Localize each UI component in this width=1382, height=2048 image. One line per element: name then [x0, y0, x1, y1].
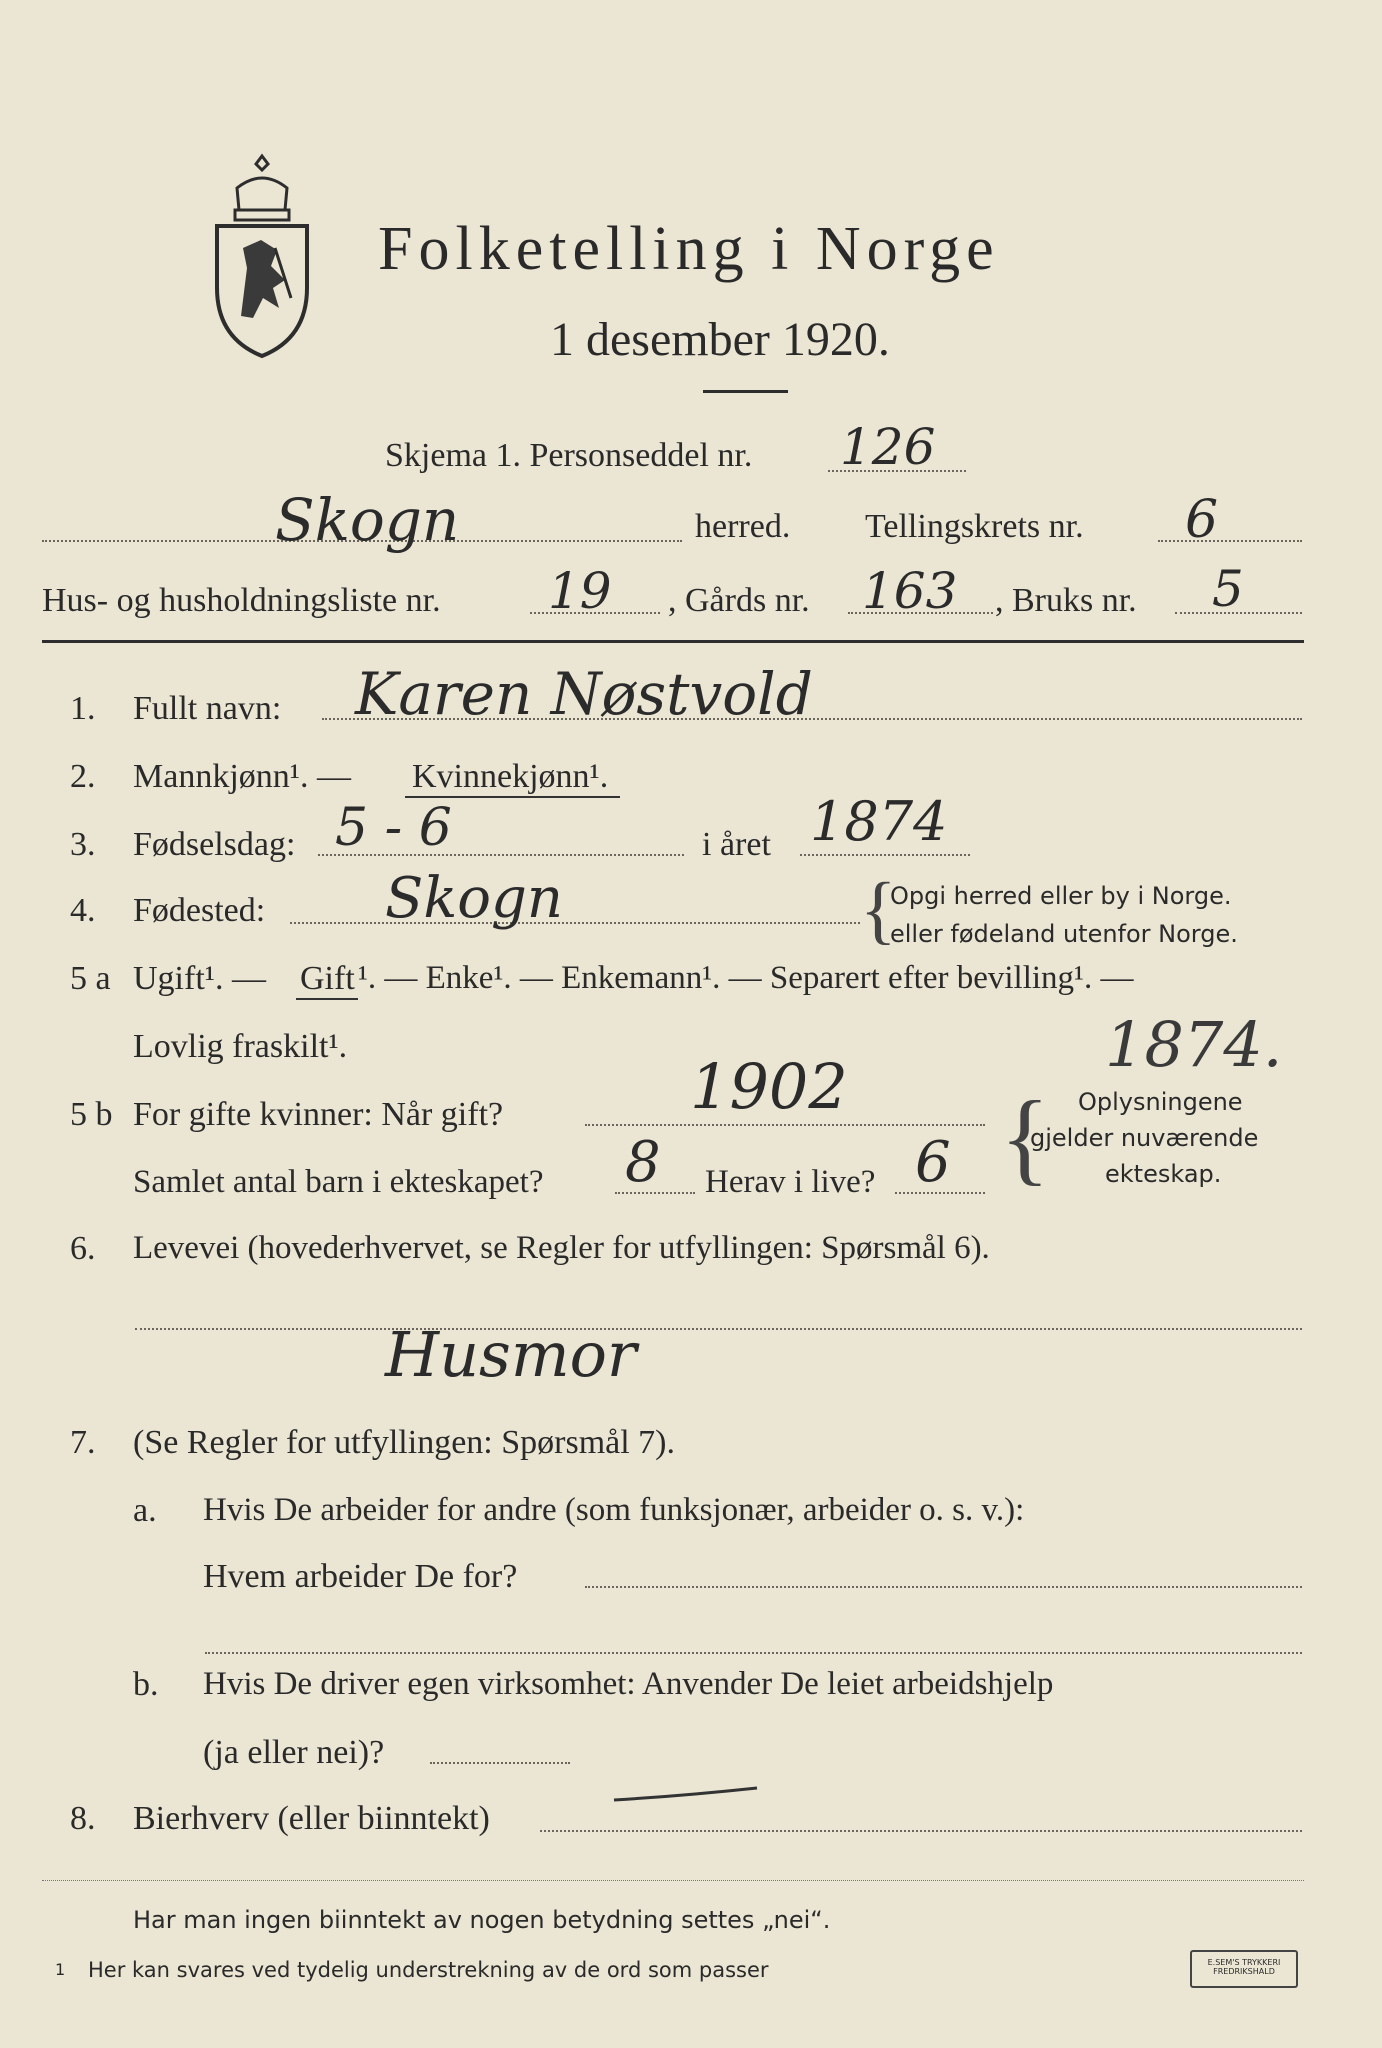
q5a-rest: ¹. — Enke¹. — Enkemann¹. — Separert efter bevilling¹. —	[358, 960, 1134, 996]
q5b-live-count: 6	[915, 1130, 951, 1195]
q6-number: 6.	[70, 1230, 96, 1267]
form-date: 1 desember 1920.	[550, 313, 890, 366]
q5b-barn-label: Samlet antal barn i ekteskapet?	[133, 1164, 544, 1200]
q5a-gift-underline	[296, 998, 358, 1000]
q8-number: 8.	[70, 1800, 96, 1837]
q5a-number: 5 a	[70, 960, 111, 997]
q8-label: Bierhverv (eller biinntekt)	[133, 1800, 490, 1837]
q7a-letter: a.	[133, 1492, 157, 1529]
q4-line	[290, 922, 860, 924]
section-divider	[42, 640, 1304, 643]
printer-stamp-line2: FREDRIKSHALD	[1213, 1967, 1275, 1976]
herred-value: Skogn	[275, 486, 460, 554]
q7a-extra-line	[205, 1652, 1302, 1654]
q3-label: Fødselsdag:	[133, 826, 296, 863]
q5b-live-label: Herav i live?	[705, 1164, 876, 1200]
q5b-brace: {	[1000, 1080, 1050, 1195]
q4-birthplace: Skogn	[385, 866, 563, 931]
tellingskrets-line	[1158, 540, 1302, 542]
q3-number: 3.	[70, 826, 96, 863]
q3-year-line	[800, 854, 970, 856]
q5b-number: 5 b	[70, 1096, 113, 1133]
q1-full-name: Karen Nøstvold	[355, 660, 813, 728]
q5a-lovlig-fraskilt: Lovlig fraskilt¹.	[133, 1028, 348, 1065]
q4-note-1: Opgi herred eller by i Norge.	[890, 882, 1232, 910]
hus-label: Hus- og husholdningsliste nr.	[42, 582, 441, 619]
q6-occupation: Husmor	[385, 1318, 637, 1391]
printer-stamp-line1: E.SEM'S TRYKKERI	[1207, 1958, 1281, 1967]
q3-year-label: i året	[702, 826, 771, 863]
footer-divider	[42, 1880, 1304, 1881]
q7-label: (Se Regler for utfyllingen: Spørsmål 7).	[133, 1424, 676, 1461]
q2-mannkjonn: Mannkjønn¹. —	[133, 758, 351, 795]
footnote-mark: 1	[55, 1960, 66, 1979]
q7a-line2: Hvem arbeider De for?	[203, 1558, 518, 1595]
q5a-gift: Gift	[300, 960, 355, 997]
footer-note: Har man ingen biinntekt av nogen betydning settes „nei“.	[133, 1906, 831, 1934]
q1-number: 1.	[70, 690, 96, 727]
q7b-line2: (ja eller nei)?	[203, 1734, 385, 1771]
q4-brace: {	[860, 868, 897, 952]
personseddel-nr: 126	[840, 418, 936, 476]
hus-nr: 19	[548, 562, 612, 620]
bruks-nr: 5	[1212, 560, 1244, 618]
footnote-text: Her kan svares ved tydelig understrekning av de ord som passer	[88, 1958, 769, 1982]
q4-number: 4.	[70, 892, 96, 929]
q4-label: Fødested:	[133, 892, 266, 929]
q8-line	[540, 1830, 1302, 1832]
q6-line	[135, 1328, 1302, 1330]
q5b-barn-count: 8	[625, 1130, 661, 1195]
q7a-employer-line	[585, 1586, 1302, 1588]
q3-birthday: 5 - 6	[335, 798, 452, 858]
q4-note-2: eller fødeland utenfor Norge.	[890, 920, 1238, 948]
q5a-margin-note: 1874.	[1105, 1008, 1283, 1081]
q5a-ugift: Ugift¹. —	[133, 960, 266, 997]
form-title: Folketelling i Norge	[378, 215, 1000, 283]
gards-nr: 163	[862, 562, 958, 620]
q5b-note-3: ekteskap.	[1105, 1160, 1222, 1188]
tellingskrets-nr: 6	[1185, 490, 1219, 550]
q5b-label: For gifte kvinner: Når gift?	[133, 1096, 504, 1133]
q7b-letter: b.	[133, 1666, 159, 1703]
q5b-married-line	[585, 1124, 985, 1126]
q3-birth-year: 1874	[810, 790, 948, 853]
q7b-line1: Hvis De driver egen virksomhet: Anvender De leiet arbeidshjelp	[203, 1666, 1054, 1702]
q2-number: 2.	[70, 758, 96, 795]
header-divider	[703, 390, 788, 393]
q2-kvinnekjonn: Kvinnekjønn¹.	[412, 758, 609, 795]
gards-label: , Gårds nr.	[668, 582, 810, 619]
q6-label: Levevei (hovederhvervet, se Regler for utfyllingen: Spørsmål 6).	[133, 1230, 990, 1266]
q5b-note-2: gjelder nuværende	[1030, 1124, 1259, 1152]
q7a-line1: Hvis De arbeider for andre (som funksjonær, arbeider o. s. v.):	[203, 1492, 1025, 1528]
bruks-label: , Bruks nr.	[995, 582, 1137, 619]
tellingskrets-label: Tellingskrets nr.	[865, 508, 1084, 545]
q8-dash-mark	[612, 1784, 762, 1808]
q7-number: 7.	[70, 1424, 96, 1461]
herred-label: herred.	[695, 508, 791, 545]
coat-of-arms-icon	[205, 148, 320, 363]
skjema-label: Skjema 1. Personseddel nr.	[385, 437, 753, 474]
q7b-line	[430, 1762, 570, 1764]
q1-label: Fullt navn:	[133, 690, 282, 727]
q5b-note-1: Oplysningene	[1078, 1088, 1243, 1116]
q5b-married-year: 1902	[690, 1050, 848, 1123]
printer-stamp	[1190, 1950, 1298, 1988]
